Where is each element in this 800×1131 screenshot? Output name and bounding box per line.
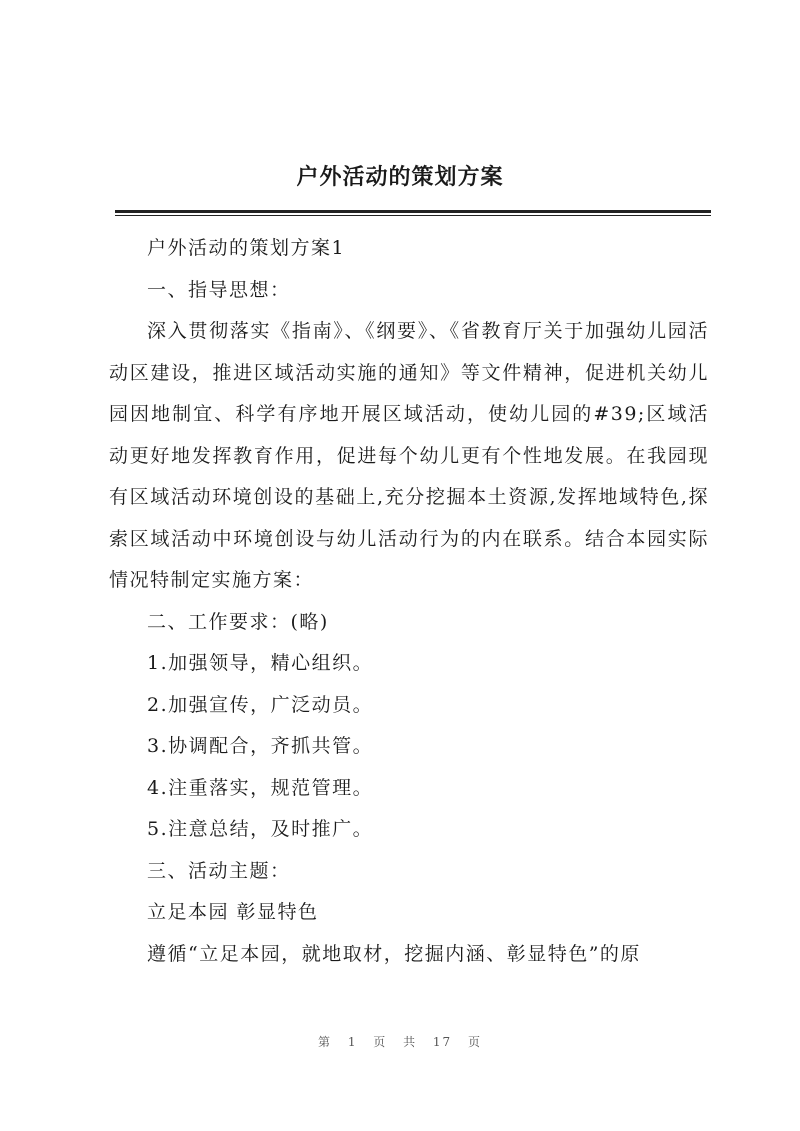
list-item: 5.注意总结，及时推广。 <box>147 818 374 840</box>
theme-line: 立足本园 彰显特色 <box>147 901 319 923</box>
list-item: 3.协调配合，齐抓共管。 <box>147 735 374 757</box>
subheading: 二、工作要求：(略) <box>147 610 329 633</box>
body-paragraph: 深入贯彻落实《指南》、《纲要》、《省教育厅关于加强幼儿园活动区建设，推进区域活动实施的通知》等文件精神，促进机关幼儿园因地制宜、科学有序地开展区域活动，使幼儿园的#39;区域活动更好地发挥教育作用，促进每个幼儿更有个性地发展。在我园现有区域活动环境创设的基础上,充分挖掘本土资源,发挥地域特色,探索区域活动中环境创设与幼儿活动行为的内在联系。结合本园实际情况特制定实施方案： <box>109 320 709 591</box>
document-body <box>109 228 709 975</box>
body-paragraph: 遵循“立足本园，就地取材，挖掘内涵、彰显特色”的原 <box>147 942 641 965</box>
subheading: 三、活动主题： <box>147 859 291 882</box>
document-title: 户外活动的策划方案 <box>296 165 504 190</box>
list-item: 1.加强领导，精心组织。 <box>147 652 374 674</box>
page-number-footer: 第 1 页 共 17 页 <box>318 1035 482 1049</box>
list-item: 2.加强宣传，广泛动员。 <box>147 693 374 716</box>
title-rule-thick <box>115 210 711 213</box>
section-heading: 户外活动的策划方案1 <box>147 237 346 259</box>
subheading: 一、指导思想： <box>147 278 291 301</box>
title-rule-thin <box>115 215 711 216</box>
list-item: 4.注重落实，规范管理。 <box>147 776 374 799</box>
